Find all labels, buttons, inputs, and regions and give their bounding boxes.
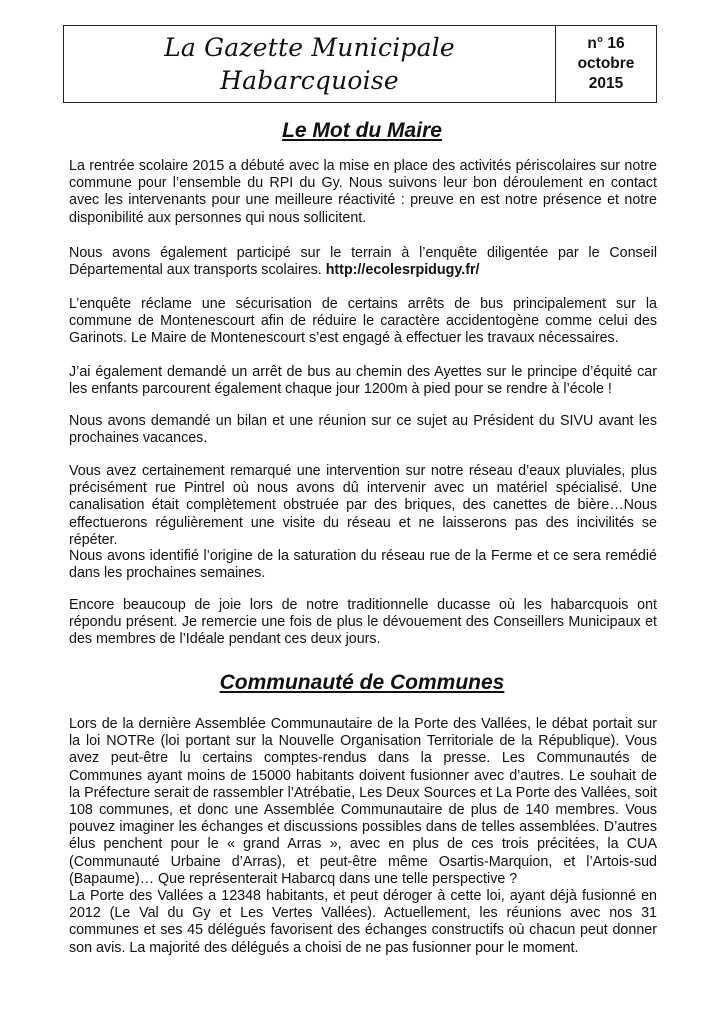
paragraph-rue-ferme: Nous avons identifié l’origine de la saturation du réseau rue de la Ferme et ce sera remédié dans les prochaines semaines.	[69, 548, 657, 582]
paragraph-loi-notre: Lors de la dernière Assemblée Communautaire de la Porte des Vallées, le débat portait sur la loi NOTRe (loi portant sur la Nouvelle Organisation Territoriale de la République). Vous avez peut-être lu certains comptes-rendus dans la presse. Les Communautés de Communes ayant moins de 15000 habitants doivent fusionner avec d’autres. Le souhait de la Préfecture serait de rassembler l’Atrébatie, Les Deux Sources et La Porte des Vallées, soit 108 communes, et donc une Assemblée Communautaire de plus de 140 membres. Vous pouvez imaginer les échanges et discussions possibles dans de telles assemblées. D’autres élus penchent pour le « grand Arras », avec en plus de ces trois précitées, la CUA (Communauté Urbaine d’Arras), et peut-être même Osartis-Marquion, et l’Artois-sud (Bapaume)… Que représenterait Habarcq dans une telle perspective ?	[69, 716, 657, 887]
issue-info	[556, 26, 656, 102]
paragraph-enquete-text: Nous avons également participé sur le terrain à l’enquête diligentée par le Conseil Départemental aux transports scolaires.	[69, 245, 657, 279]
ecoles-rpi-link[interactable]: http://ecolesrpidugy.fr/	[325, 262, 480, 279]
paragraph-enquete-transports	[69, 245, 657, 279]
paragraph-bilan-sivu: Nous avons demandé un bilan et une réunion sur ce sujet au Président du SIVU avant les prochaines vacances.	[69, 413, 657, 447]
issue-month: octobre	[577, 55, 635, 72]
paragraph-porte-des-vallees: La Porte des Vallées a 12348 habitants, et peut déroger à cette loi, ayant déjà fusionné en 2012 (Le Val du Gy et Les Vertes Vallées). Actuellement, les réunions avec nos 31 communes et ses 45 délégués favorisent des échanges constructifs où chacun peut donner son avis. La majorité des délégués a choisi de ne pas fusionner pour le moment.	[69, 888, 657, 956]
gazette-title-line-2: Habarcquoise	[220, 66, 399, 95]
gazette-title	[64, 26, 556, 102]
issue-year: 2015	[588, 75, 624, 92]
gazette-title-line-1: La Gazette Municipale	[164, 33, 455, 62]
masthead	[63, 25, 657, 103]
heading-communaute-communes: Communauté de Communes	[219, 671, 505, 694]
paragraph-ducasse: Encore beaucoup de joie lors de notre traditionnelle ducasse où les habarcquois ont répondu présent. Je remercie une fois de plus le dévouement des Conseillers Municipaux et des membres de l’Idéale pendant ces deux jours.	[69, 597, 657, 648]
heading-mot-du-maire: Le Mot du Maire	[282, 119, 442, 142]
issue-number: n° 16	[587, 35, 625, 52]
paragraph-arret-ayettes: J’ai également demandé un arrêt de bus au chemin des Ayettes sur le principe d’équité car les enfants parcourent également chaque jour 1200m à pied pour se rendre à l’école !	[69, 364, 657, 398]
paragraph-rentree-scolaire: La rentrée scolaire 2015 a débuté avec la mise en place des activités périscolaires sur notre commune pour l’ensemble du RPI du Gy. Nous suivons leur bon déroulement en contact avec les intervenants pour une meilleure réactivité : preuve en est notre présence et notre disponibilité aux personnes qui nous sollicitent.	[69, 158, 657, 226]
paragraph-securisation-arrets: L’enquête réclame une sécurisation de certains arrêts de bus principalement sur la commune de Montenescourt afin de réduire le caractère accidentogène comme celui des Garinots. Le Maire de Montenescourt s’est engagé à effectuer les travaux nécessaires.	[69, 296, 657, 347]
paragraph-eaux-pluviales: Vous avez certainement remarqué une intervention sur notre réseau d’eaux pluviales, plus précisément rue Pintrel où nous avons dû intervenir avec un matériel spécialisé. Une canalisation était complètement obstruée par des briques, des canettes de bière…Nous effectuerons régulièrement une visite du réseau et ne laisserons pas des incivilités se répéter.	[69, 463, 657, 548]
